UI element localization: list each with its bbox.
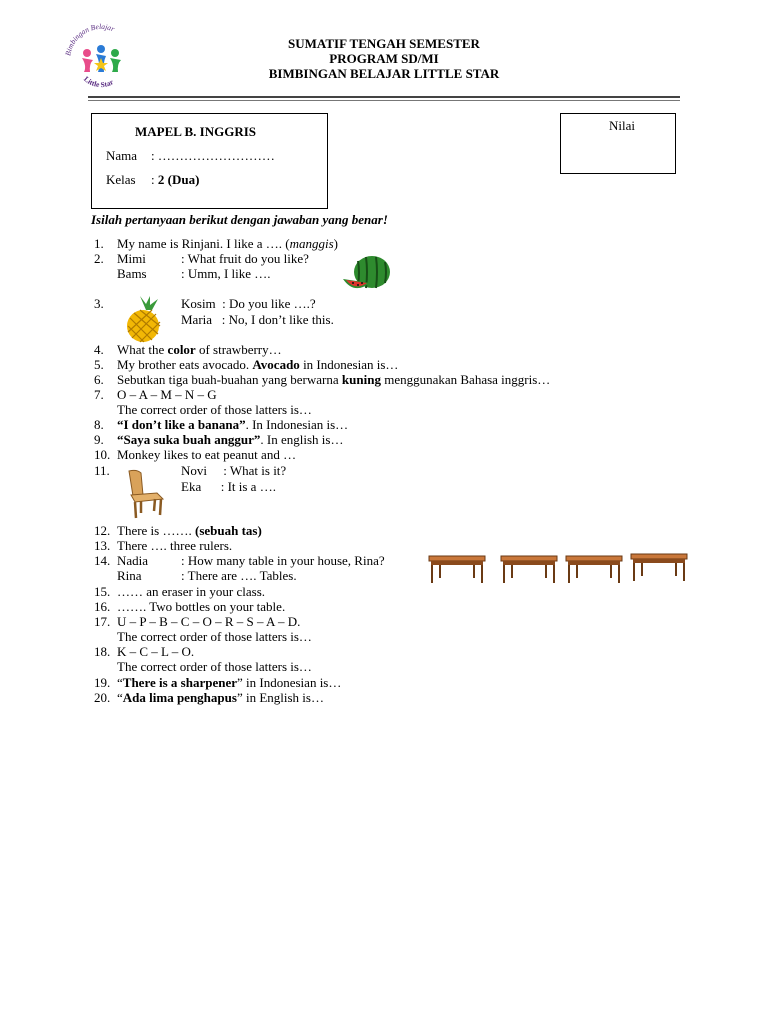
dialogue-line: : What fruit do you like? [181, 251, 309, 266]
question-text: My brother eats avocado. [117, 357, 253, 372]
question-18-prompt [0, 659, 768, 674]
question-keyword: “Saya suka buah anggur” [117, 432, 261, 447]
dialogue-line: : Umm, I like …. [181, 266, 271, 281]
dialogue-line: Kosim : Do you like ….? [181, 296, 316, 311]
question-8 [0, 417, 768, 432]
question-15 [0, 584, 768, 599]
header-title: SUMATIF TENGAH SEMESTER [288, 36, 480, 51]
question-number: 15. [94, 584, 111, 599]
score-label: Nilai [609, 118, 635, 133]
header-divider-thin [88, 100, 680, 101]
scrambled-letters: K – C – L – O. [117, 644, 195, 659]
question-3-reply [0, 312, 768, 327]
question-number: 12. [94, 523, 111, 538]
header-divider [88, 96, 680, 98]
question-number: 3. [94, 296, 104, 311]
question-20 [0, 690, 768, 705]
table-image-1 [428, 554, 486, 584]
question-number: 4. [94, 342, 104, 357]
question-number: 5. [94, 357, 104, 372]
question-text-end: ) [333, 236, 338, 251]
question-number: 1. [94, 236, 104, 251]
question-number: 13. [94, 538, 111, 553]
question-10 [0, 447, 768, 462]
question-keyword: color [167, 342, 196, 357]
dialogue-line: Eka : It is a …. [181, 479, 276, 494]
question-16 [0, 599, 768, 614]
question-4 [0, 342, 768, 357]
question-number: 9. [94, 432, 104, 447]
question-number: 18. [94, 644, 111, 659]
question-keyword: Ada lima penghapus [122, 690, 237, 705]
dialogue-line: : How many table in your house, Rina? [181, 553, 385, 568]
logo-text-bottom: Little Star [82, 74, 115, 90]
question-keyword: “I don’t like a banana” [117, 417, 246, 432]
question-text-end: of strawberry… [195, 342, 282, 357]
subject-title: MAPEL B. INGGRIS [135, 124, 256, 139]
question-17-prompt [0, 629, 768, 644]
question-number: 20. [94, 690, 111, 705]
question-number: 14. [94, 553, 111, 568]
question-19 [0, 675, 768, 690]
scrambled-letters: O – A – M – N – G [117, 387, 217, 402]
question-keyword: There is a sharpener [122, 675, 238, 690]
question-number: 19. [94, 675, 111, 690]
class-colon: : [151, 172, 158, 187]
question-text: There is ……. [117, 523, 195, 538]
question-text: …… an eraser in your class. [117, 584, 266, 599]
question-3 [0, 296, 768, 311]
question-7 [0, 387, 768, 402]
question-text-end: in Indonesian is… [299, 357, 399, 372]
question-number: 8. [94, 417, 104, 432]
score-box[interactable] [560, 113, 676, 174]
question-text: Sebutkan tiga buah-buahan yang berwarna [117, 372, 342, 387]
name-label: Nama [106, 148, 138, 163]
speaker-name: Rina [117, 568, 142, 583]
question-number: 2. [94, 251, 104, 266]
question-text-end: ” in English is… [236, 690, 324, 705]
header-program: PROGRAM SD/MI [329, 51, 439, 66]
dialogue-line: Novi : What is it? [181, 463, 287, 478]
watermelon-image [340, 253, 393, 297]
chair-image [121, 469, 167, 519]
question-text: The correct order of those latters is… [117, 402, 312, 417]
table-image-4 [630, 552, 688, 582]
question-text-end: . In Indonesian is… [245, 417, 349, 432]
pineapple-image [122, 296, 166, 344]
document-header [0, 36, 768, 84]
question-text-end: menggunakan Bahasa inggris… [380, 372, 551, 387]
question-17 [0, 614, 768, 629]
question-5 [0, 357, 768, 372]
question-keyword: (sebuah tas) [194, 523, 262, 538]
quote-open: “ [117, 675, 123, 690]
question-13 [0, 538, 768, 553]
dialogue-line: : There are …. Tables. [181, 568, 297, 583]
question-emphasis: manggis [289, 236, 334, 251]
question-number: 6. [94, 372, 104, 387]
question-12 [0, 523, 768, 538]
question-number: 7. [94, 387, 104, 402]
question-9 [0, 432, 768, 447]
question-1 [0, 236, 768, 251]
question-text-end: ” in Indonesian is… [237, 675, 342, 690]
question-text: Monkey likes to eat peanut and … [117, 447, 297, 462]
instruction: Isilah pertanyaan berikut dengan jawaban yang benar! [91, 212, 388, 227]
question-text: The correct order of those latters is… [117, 659, 312, 674]
question-7-prompt [0, 402, 768, 417]
question-text: What the [117, 342, 168, 357]
question-text: The correct order of those latters is… [117, 629, 312, 644]
question-keyword: Avocado [252, 357, 300, 372]
question-text-end: . In english is… [260, 432, 344, 447]
logo-text-top: Bimbingan Belajar [63, 21, 116, 57]
question-11-reply [0, 479, 768, 494]
class-value: 2 (Dua) [157, 172, 200, 187]
question-text: ……. Two bottles on your table. [117, 599, 286, 614]
student-info-box [91, 113, 328, 209]
question-11 [0, 463, 768, 478]
name-field[interactable]: : ……………………… [151, 148, 275, 163]
scrambled-letters: U – P – B – C – O – R – S – A – D. [117, 614, 301, 629]
question-keyword: kuning [341, 372, 381, 387]
header-institution: BIMBINGAN BELAJAR LITTLE STAR [268, 66, 500, 81]
quote-open: “ [117, 690, 123, 705]
question-number: 11. [94, 463, 110, 478]
speaker-name: Bams [117, 266, 147, 281]
question-6 [0, 372, 768, 387]
table-image-3 [565, 554, 623, 584]
question-number: 17. [94, 614, 111, 629]
question-number: 10. [94, 447, 111, 462]
table-image-2 [500, 554, 558, 584]
dialogue-line: Maria : No, I don’t like this. [181, 312, 334, 327]
question-text: My name is Rinjani. I like a …. ( [117, 236, 290, 251]
question-text: There …. three rulers. [117, 538, 233, 553]
speaker-name: Mimi [117, 251, 146, 266]
question-number: 16. [94, 599, 111, 614]
class-label: Kelas [106, 172, 136, 187]
speaker-name: Nadia [117, 553, 149, 568]
question-18 [0, 644, 768, 659]
